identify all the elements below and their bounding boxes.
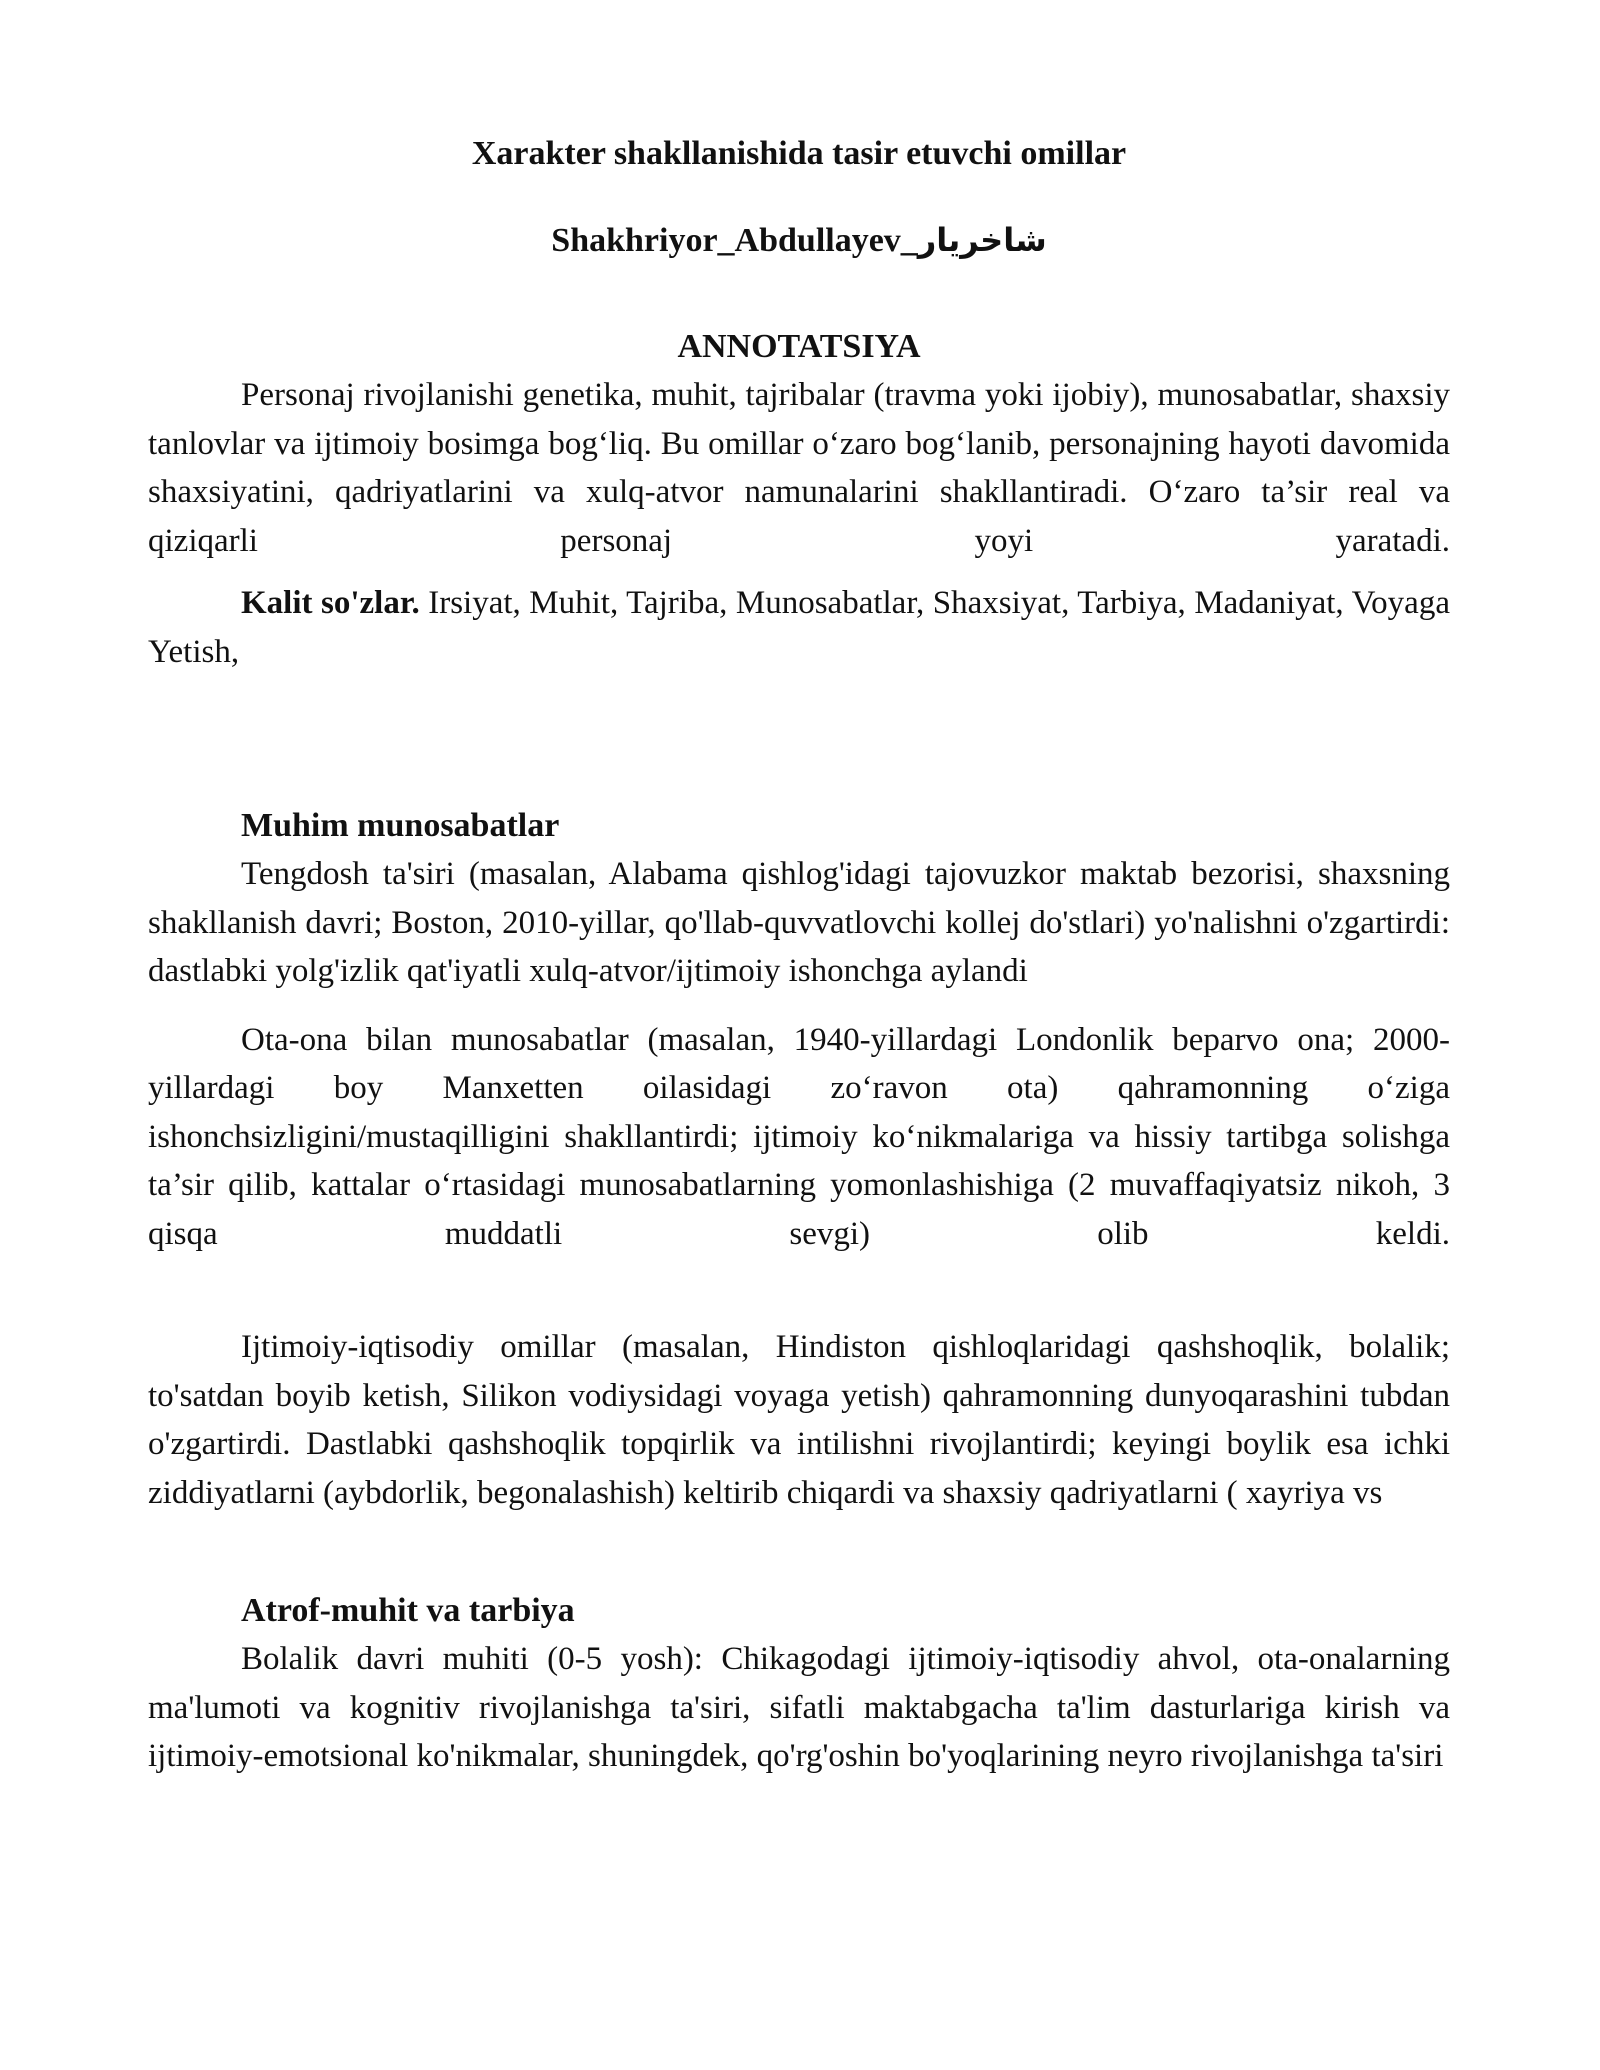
paragraph-parent-relations: Ota-ona bilan munosabatlar (masalan, 1940-yillardagi Londonlik beparvo ona; 2000-yillardagi boy Manxetten oilasidagi zo‘ravon ota) qahramonning o‘ziga ishonchsizligini/mustaqilligini shakllantirdi; ijtimoiy ko‘nikmalariga va hissiy tartibga solishga ta’sir qilib, kattalar o‘rtasidagi munosabatlarning yomonlashishiga (2 muvaffaqiyatsiz nikoh, 3 qisqa muddatli sevgi) olib keldi. xyxy=(148,1021,1450,1252)
keywords-paragraph xyxy=(148,579,1450,676)
author-arabic: شاخریار xyxy=(917,221,1047,259)
keywords-label: Kalit so'zlar. xyxy=(241,585,420,621)
annotation-paragraph: Personaj rivojlanishi genetika, muhit, tajribalar (travma yoki ijobiy), munosabatlar, shaxsiy tanlovlar va ijtimoiy bosimga bog‘liq. Bu omillar o‘zaro bog‘lanib, personajning hayoti davomida shaxsiyatini, qadriyatlarini va xulq-atvor namunalarini shakllantiradi. O‘zaro ta’sir real va qiziqarli personaj yoyi yaratadi. xyxy=(148,377,1450,559)
author-latin: Shakhriyor_Abdullayev_ xyxy=(551,222,918,259)
document-title: Xarakter shakllanishida tasir etuvchi omillar xyxy=(471,135,1127,172)
keywords-text: Irsiyat, Muhit, Tajriba, Munosabatlar, Shaxsiyat, Tarbiya, Madaniyat, Voyaga Yetish, xyxy=(148,585,1450,670)
section-heading-relationships: Muhim munosabatlar xyxy=(241,807,560,844)
paragraph-peer-influence: Tengdosh ta'siri (masalan, Alabama qishlog'idagi tajovuzkor maktab bezorisi, shaxsning shakllanish davri; Boston, 2010-yillar, qo'llab-quvvatlovchi kollej do'stlari) yo'nalishni o'zgartirdi: dastlabki yolg'izlik qat'iyatli xulq-atvor/ijtimoiy ishonchga aylandi xyxy=(148,856,1450,989)
paragraph-socioeconomic: Ijtimoiy-iqtisodiy omillar (masalan, Hindiston qishloqlaridagi qashshoqlik, bolalik; to'satdan boyib ketish, Silikon vodiysidagi voyaga yetish) qahramonning dunyoqarashini tubdan o'zgartirdi. Dastlabki qashshoqlik topqirlik va intilishni rivojlantirdi; keyingi boylik esa ichki ziddiyatlarni (aybdorlik, begonalashish) keltirib chiqardi va shaxsiy qadriyatlarni ( xayriya vs xyxy=(148,1329,1450,1511)
paragraph-childhood-environment: Bolalik davri muhiti (0-5 yosh): Chikagodagi ijtimoiy-iqtisodiy ahvol, ota-onalarning ma'lumoti va kognitiv rivojlanishga ta'siri, sifatli maktabgacha ta'lim dasturlariga kirish va ijtimoiy-emotsional ko'nikmalar, shuningdek, qo'rg'oshin bo'yoqlarining neyro rivojlanishga ta'siri xyxy=(148,1641,1450,1774)
author-line xyxy=(148,216,1450,265)
section-heading-environment: Atrof-muhit va tarbiya xyxy=(241,1592,575,1629)
annotation-heading: ANNOTATSIYA xyxy=(677,328,921,365)
document-page xyxy=(148,130,1450,1781)
